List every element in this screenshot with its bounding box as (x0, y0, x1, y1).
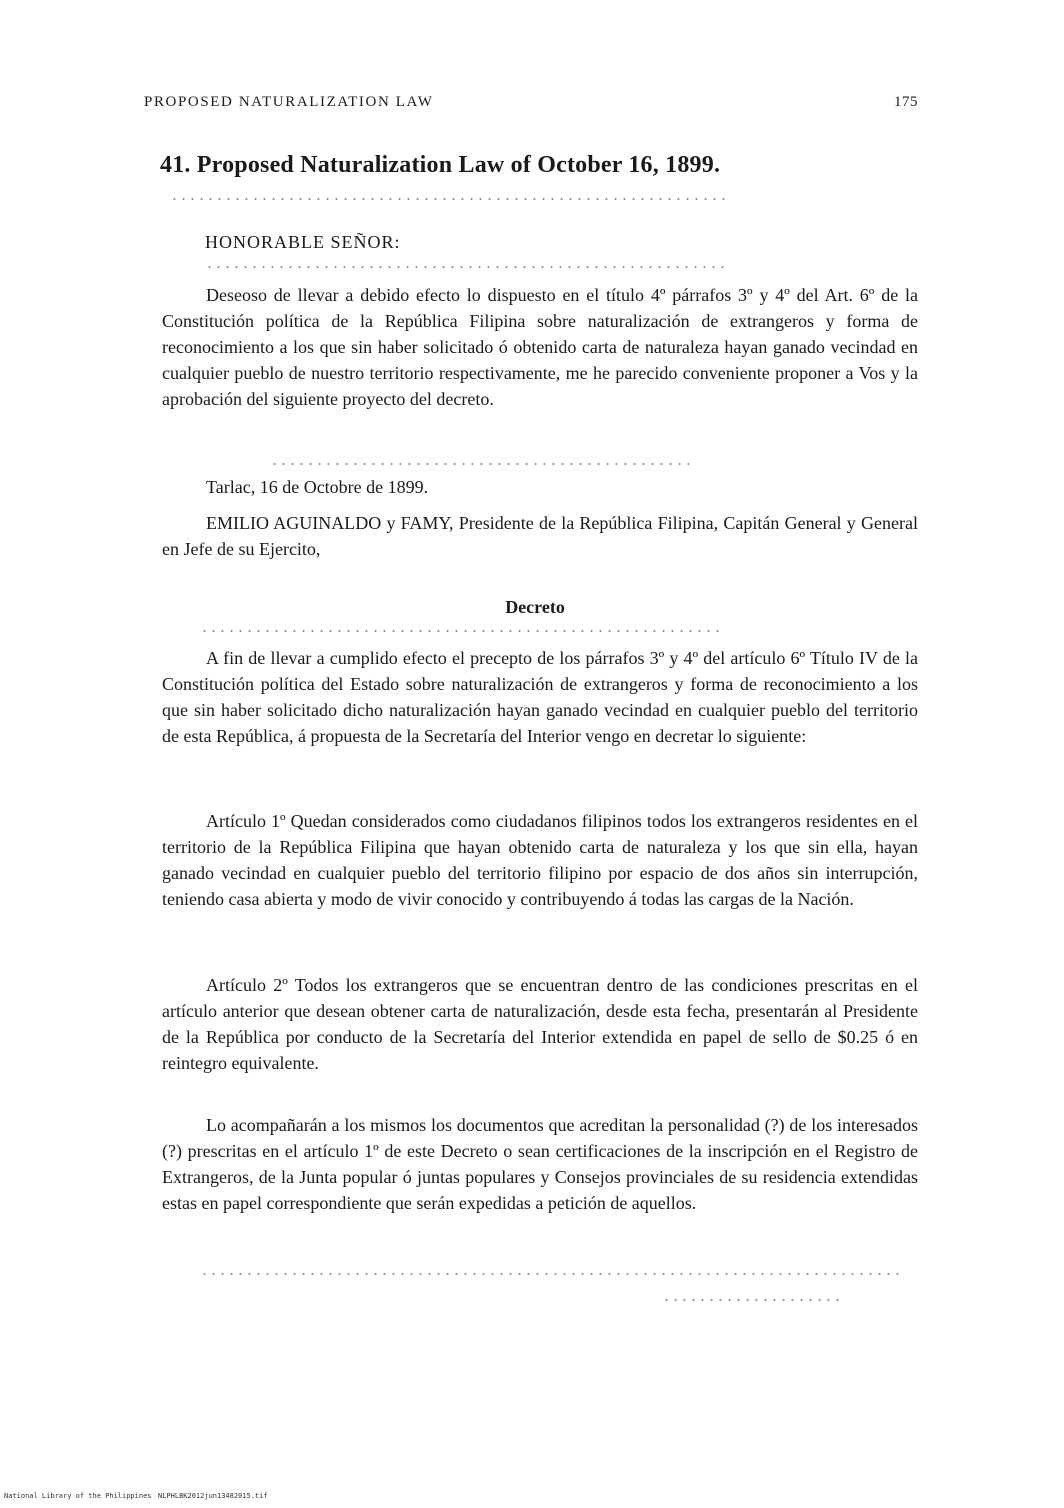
salutation: HONORABLE SEÑOR: (205, 232, 401, 252)
page-number: 175 (894, 94, 918, 110)
decree-preamble-paragraph: A fin de llevar a cumplido efecto el precepto de los párrafos 3º y 4º del artículo 6º Título IV de la Constitución política del Estado sobre naturalización de extrangeros y forma de reconocimiento a los que sin haber solicitado dicho naturalización hayan ganado vecindad en cualquier pueblo del territorio de esta República, á propuesta de la Secretaría del Interior vengo en decretar lo siguiente: (162, 648, 918, 746)
running-title: PROPOSED NATURALIZATION LAW (144, 94, 434, 110)
scan-speckle (200, 628, 720, 634)
article-1-paragraph: Artículo 1º Quedan considerados como ciudadanos filipinos todos los extrangeros residentes en el territorio de la República Filipina que hayan obtenido carta de naturaleza y los que sin ella, hayan ganado vecindad en cualquier pueblo del territorio filipino por espacio de dos años sin interrupción, teniendo casa abierta y modo de vivir conocido y contribuyendo á todas las cargas de la Nación. (162, 811, 918, 909)
decree-heading-text: Decreto (505, 597, 565, 617)
place-date-line: Tarlac, 16 de Octobre de 1899. (206, 477, 429, 497)
letter-intro-paragraph: Deseoso de llevar a debido efecto lo dispuesto en el título 4º párrafos 3º y 4º del Art. 6º de la Constitución política de la República Filipina sobre naturalización de extrangeros y forma de reconocimiento a los que sin haber solicitado ó obtenido carta de naturaleza hayan ganado vecindad en cualquier pueblo de nuestro territorio respectivamente, me he parecido conveniente proponer a Vos y la aprobación del siguiente proyecto del decreto. (162, 285, 918, 409)
scan-footer (4, 1492, 1060, 1504)
footer-library-name: National Library of the Philippines (4, 1492, 152, 1500)
footer-scan-id: NLPHLBK2012jun13482015.tif (158, 1492, 268, 1500)
article-2-continuation-paragraph: Lo acompañarán a los mismos los documentos que acreditan la personalidad (?) de los interesados (?) prescritas en el artículo 1º de este Decreto o sean certificaciones de la inscripción en el Registro de Extrangeros, de la Junta popular ó juntas populares y Consejos provinciales de su residencia extendidas estas en papel correspondiente que serán expedidas a petición de aquellos. (162, 1115, 918, 1213)
document-title: 41. Proposed Naturalization Law of October 16, 1899. (160, 152, 721, 178)
scan-speckle (270, 461, 690, 467)
article-2-paragraph: Artículo 2º Todos los extrangeros que se encuentran dentro de las condiciones prescritas en el artículo anterior que desean obtener carta de naturalización, desde esta fecha, presentarán al Presidente de la República por conducto de la Secretaría del Interior extendida en papel de sello de $0.25 ó en reintegro equivalente. (162, 975, 918, 1073)
scan-speckle (170, 196, 730, 202)
scan-speckle (205, 264, 725, 270)
scan-speckle (200, 1271, 900, 1277)
scan-speckle (662, 1297, 842, 1303)
decree-heading (0, 597, 1064, 618)
running-header (144, 94, 918, 116)
signature-paragraph: EMILIO AGUINALDO y FAMY, Presidente de la República Filipina, Capitán General y General en Jefe de su Ejercito, (162, 513, 918, 559)
